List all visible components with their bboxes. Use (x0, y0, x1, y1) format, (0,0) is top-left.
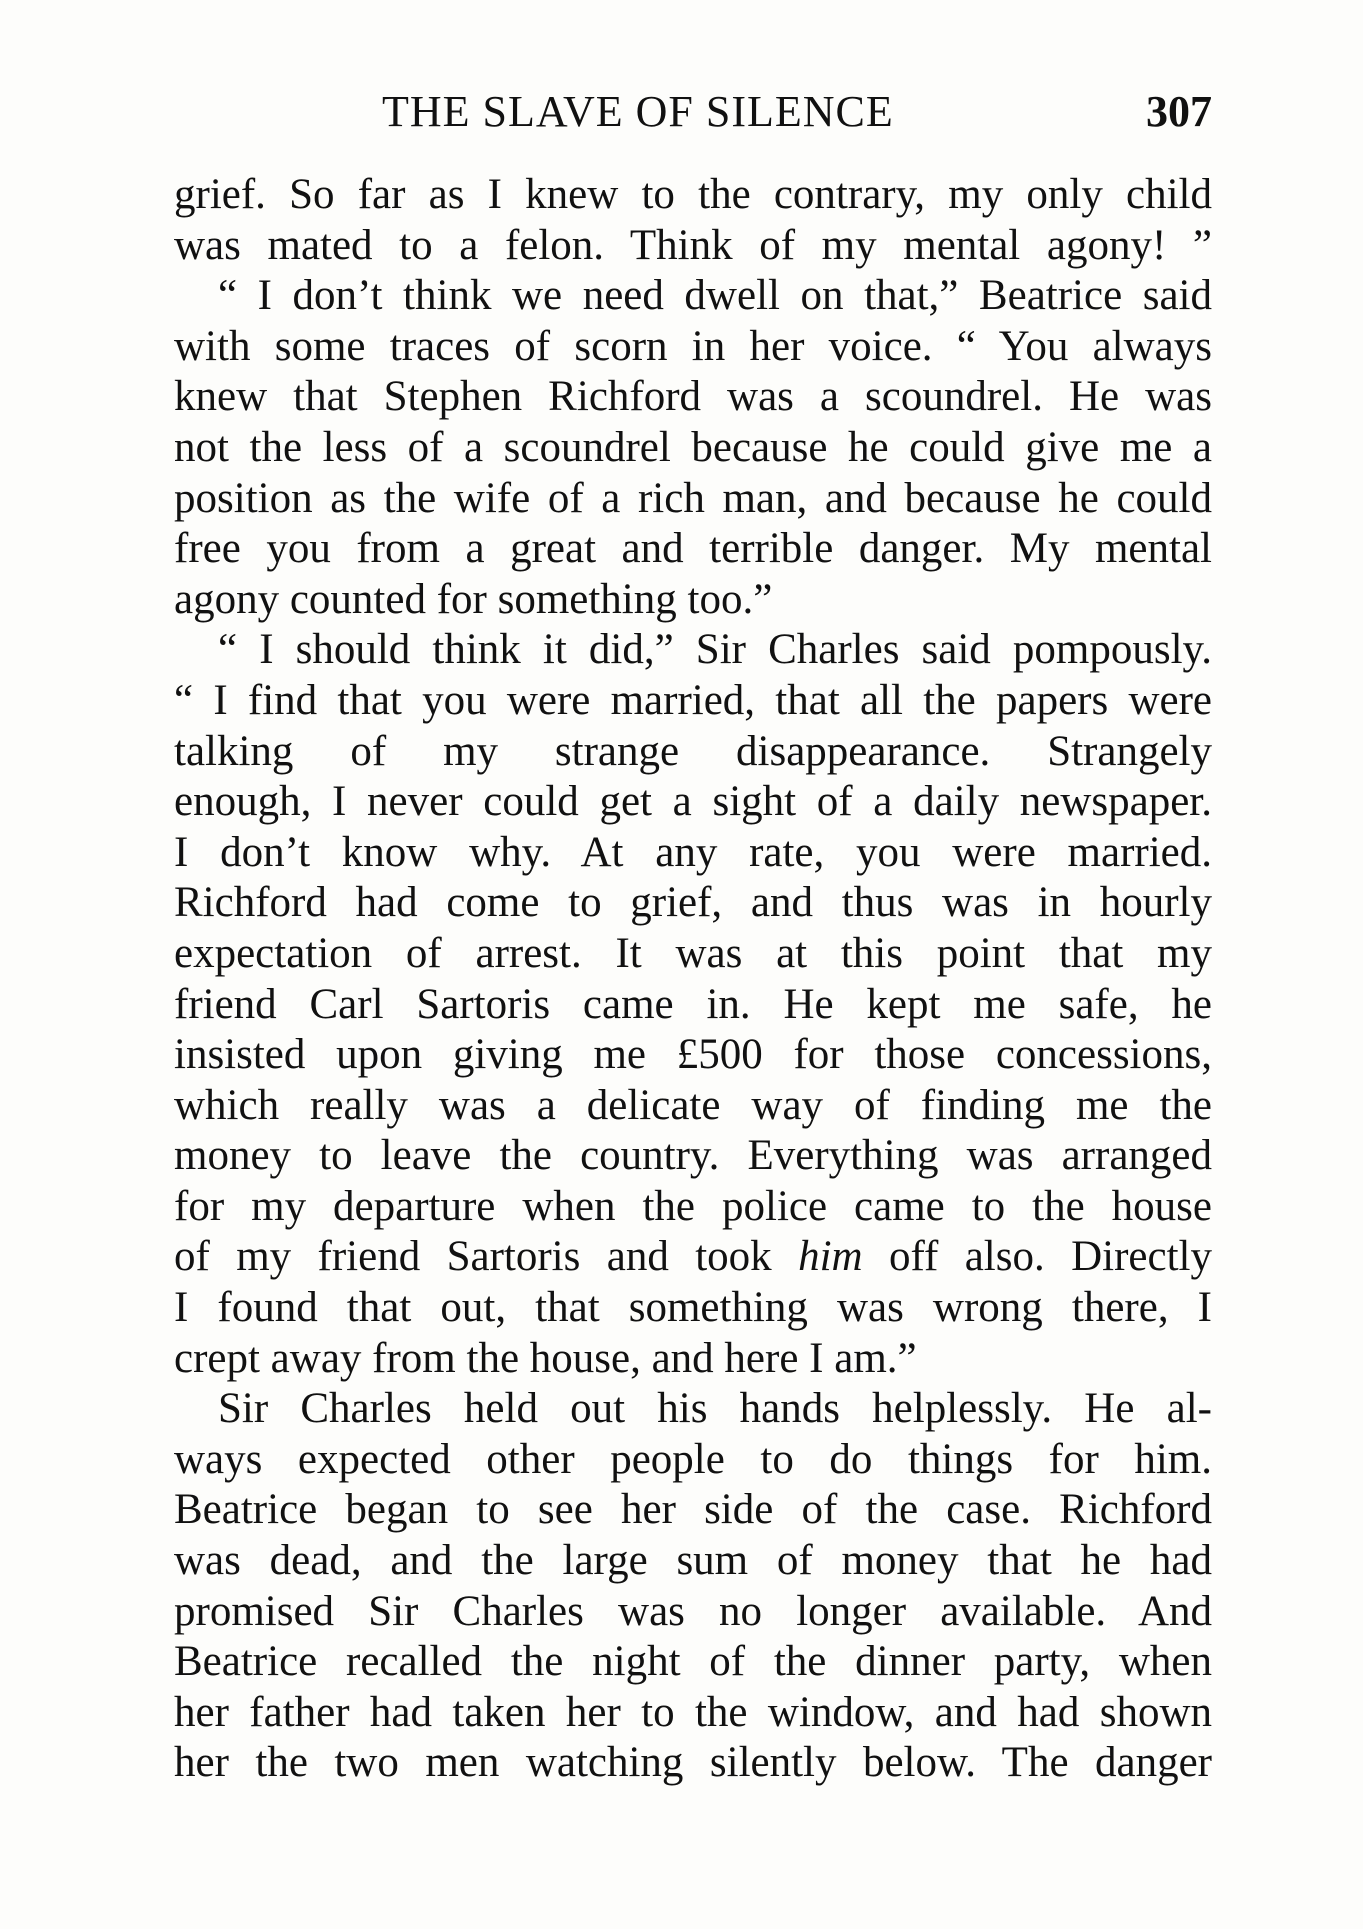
italic-word: him (798, 1233, 863, 1281)
running-title: THE SLAVE OF SILENCE (382, 87, 894, 136)
text-line: was dead, and the large sum of money that he had (174, 1537, 1212, 1585)
text-line: which really was a delicate way of finding me the (174, 1081, 1212, 1129)
text-line-with-italic (174, 1232, 1212, 1283)
text-line: insisted upon giving me £500 for those concessions, (174, 1031, 1212, 1079)
text-line: position as the wife of a rich man, and because he could (174, 474, 1212, 522)
text-line: was mated to a felon. Think of my mental agony! ” (174, 221, 1212, 269)
text-line: I don’t know why. At any rate, you were married. (174, 828, 1212, 876)
text-line: Beatrice recalled the night of the dinner party, when (174, 1638, 1212, 1686)
text-line-end: off also. Directly (862, 1233, 1212, 1281)
text-line-start: of my friend Sartoris and took (174, 1233, 799, 1281)
text-line: her the two men watching silently below. The danger (174, 1739, 1212, 1787)
text-line: Beatrice began to see her side of the case. Richford (174, 1486, 1212, 1534)
body-text (174, 170, 1212, 1789)
text-line: crept away from the house, and here I am.” (174, 1334, 917, 1382)
running-head (174, 82, 1212, 142)
text-line: not the less of a scoundrel because he could give me a (174, 423, 1212, 471)
text-line: ways expected other people to do things for him. (174, 1435, 1212, 1483)
text-line: expectation of arrest. It was at this point that my (174, 929, 1212, 977)
text-line: I found that out, that something was wrong there, I (174, 1284, 1212, 1332)
text-line: “ I find that you were married, that all the papers were (174, 676, 1212, 724)
text-line: Richford had come to grief, and thus was in hourly (174, 879, 1212, 927)
text-line: promised Sir Charles was no longer available. And (174, 1587, 1212, 1635)
text-line: knew that Stephen Richford was a scoundrel. He was (174, 373, 1212, 421)
text-line: Sir Charles held out his hands helplessly. He al- (218, 1385, 1212, 1433)
text-line: agony counted for something too.” (174, 575, 773, 623)
text-line: “ I should think it did,” Sir Charles said pompously. (218, 626, 1212, 674)
text-line: grief. So far as I knew to the contrary, my only child (174, 171, 1212, 218)
text-line: talking of my strange disappearance. Strangely (174, 727, 1212, 775)
text-line: free you from a great and terrible danger. My mental (174, 525, 1212, 573)
text-line: friend Carl Sartoris came in. He kept me safe, he (174, 980, 1212, 1028)
text-line: with some traces of scorn in her voice. “ You always (174, 322, 1212, 370)
text-line: money to leave the country. Everything was arranged (174, 1132, 1212, 1180)
text-line: her father had taken her to the window, and had shown (174, 1688, 1212, 1736)
page-number: 307 (1146, 87, 1212, 136)
text-line: “ I don’t think we need dwell on that,” Beatrice said (218, 272, 1212, 320)
text-line: enough, I never could get a sight of a daily newspaper. (174, 778, 1212, 826)
text-line: for my departure when the police came to the house (174, 1182, 1212, 1230)
